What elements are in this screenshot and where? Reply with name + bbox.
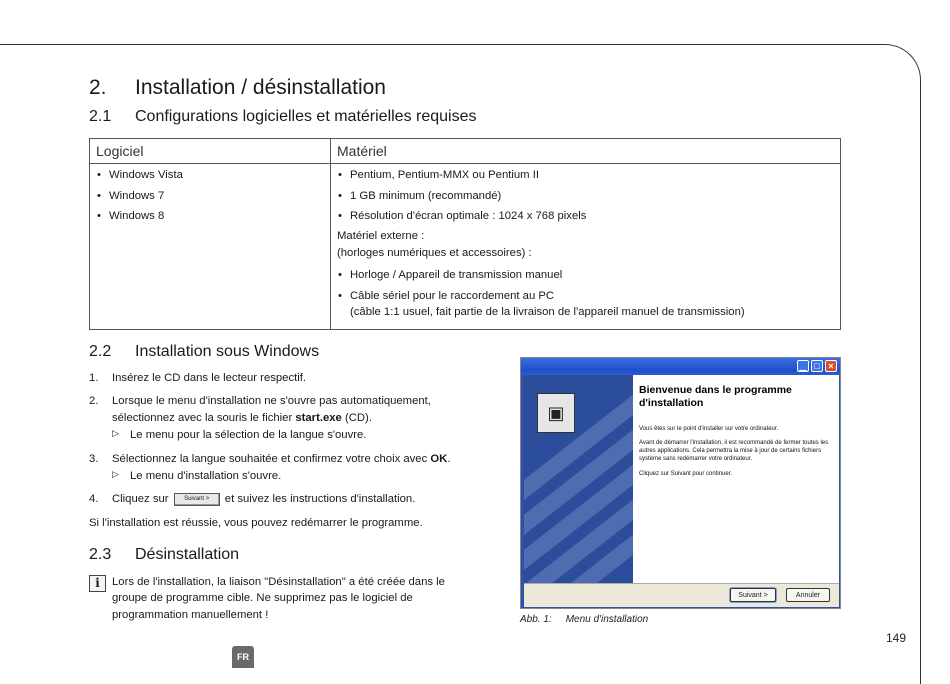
wizard-content: [633, 375, 839, 583]
uninstall-info: [89, 574, 479, 623]
list-item: • Windows 7: [96, 188, 324, 204]
step-number: 2.: [89, 395, 99, 408]
result-arrow-icon: ▷: [112, 428, 119, 439]
list-item: • Windows Vista: [96, 167, 324, 183]
section-2-heading: [89, 76, 386, 100]
software-cell: [90, 164, 331, 330]
hardware-cell: [331, 164, 841, 330]
software-list: [96, 167, 324, 224]
installation-steps-block: [89, 370, 489, 531]
info-text: Lors de l'installation, la liaison "Désinstallation" a été créée dans le groupe de programme cible. Ne supprimez pas le logiciel de programmation manuellement !: [112, 576, 445, 621]
close-icon: ×: [825, 360, 837, 372]
external-item-line-1: Câble sériel pour le raccordement au PC: [350, 289, 555, 302]
figure-caption-text: Menu d'installation: [565, 614, 649, 625]
requirements-table: [89, 138, 841, 330]
section-number: 2.3: [89, 546, 112, 563]
installer-screenshot: [520, 357, 841, 609]
table-header-row: [90, 139, 841, 164]
file-name: start.exe: [295, 411, 342, 424]
minimize-icon: ▁: [797, 360, 809, 372]
result-text: Le menu pour la sélection de la langue s'ouvre.: [130, 429, 367, 442]
language-tab: FR: [232, 646, 254, 668]
table-row: [90, 164, 841, 330]
list-item: • 1 GB minimum (recommandé): [337, 188, 834, 204]
section-2-1-heading: [89, 108, 477, 126]
cancel-button: Annuler: [786, 588, 830, 602]
list-item: • Résolution d'écran optimale : 1024 x 768 pixels: [337, 208, 834, 224]
external-item-line-2: (câble 1:1 usuel, fait partie de la livraison de l'appareil manuel de transmission): [350, 305, 745, 318]
ok-key: OK: [430, 452, 448, 465]
list-item: • Pentium, Pentium-MMX ou Pentium II: [337, 167, 834, 183]
step-text-pre: Cliquez sur: [112, 493, 172, 506]
step-text-pre: Sélectionnez la langue souhaitée et confirmez votre choix avec: [112, 452, 431, 465]
step-text-line-1: Lorsque le menu d'installation ne s'ouvre pas automatiquement,: [112, 395, 431, 408]
section-number: 2.1: [89, 108, 112, 125]
step-number: 3.: [89, 452, 99, 465]
software-column-header: Logiciel: [90, 139, 331, 164]
step-result: [112, 468, 489, 484]
hardware-column-header: Matériel: [331, 139, 841, 164]
wizard-paragraph: Vous êtes sur le point d'installer sur votre ordinateur.: [639, 426, 779, 433]
figure-label: Abb. 1:: [520, 614, 552, 625]
wizard-title: Bienvenue dans le programme d'installation: [639, 384, 792, 409]
wizard-paragraph: Avant de démarrer l'installation, il est recommandé de fermer toutes les autres applications. Cela permettra la mise à jour de certains fichiers système sans redémarrer votre ordinateur.: [639, 440, 829, 463]
section-number: 2.2: [89, 343, 112, 360]
setup-computer-icon: ▣: [537, 393, 575, 433]
section-title: Configurations logicielles et matérielles requises: [135, 108, 477, 125]
step-4: [89, 491, 489, 507]
next-button-illustration: Suivant >: [174, 493, 220, 506]
info-icon: i: [89, 575, 106, 592]
step-2: [89, 393, 489, 443]
section-2-3-heading: [89, 546, 239, 564]
step-3: [89, 451, 489, 485]
section-2-2-heading: [89, 343, 319, 361]
step-result: [112, 427, 489, 443]
step-text: Insérez le CD dans le lecteur respectif.: [112, 372, 307, 384]
step-number: 4.: [89, 493, 99, 506]
step-number: 1.: [89, 372, 99, 384]
wizard-sidebar: [524, 375, 633, 607]
section-title: Désinstallation: [135, 546, 240, 563]
installation-steps: [89, 370, 489, 508]
wizard-paragraph: Cliquez sur Suivant pour continuer.: [639, 470, 733, 477]
list-item: • Horloge / Appareil de transmission manuel: [337, 267, 834, 283]
external-hardware-intro: [337, 228, 834, 261]
step-1: [89, 370, 489, 386]
external-line-2: (horloges numériques et accessoires) :: [337, 246, 532, 259]
step-text-line-2-post: (CD).: [341, 411, 372, 424]
external-line-1: Matériel externe :: [337, 230, 425, 243]
section-number: 2.: [89, 76, 107, 99]
window-titlebar: [521, 358, 840, 375]
next-button: Suivant >: [730, 588, 776, 602]
maximize-icon: □: [811, 360, 823, 372]
result-arrow-icon: ▷: [112, 468, 119, 479]
hardware-list: [337, 167, 834, 224]
section-title: Installation sous Windows: [135, 343, 320, 360]
list-item: • Windows 8: [96, 208, 324, 224]
step-text-post: .: [447, 452, 451, 465]
step-text-post: et suivez les instructions d'installation.: [221, 493, 416, 506]
list-item: [337, 288, 834, 321]
result-text: Le menu d'installation s'ouvre.: [130, 469, 282, 482]
page-number: 149: [886, 631, 907, 645]
section-title: Installation / désinstallation: [135, 76, 386, 99]
figure-caption: [520, 614, 648, 625]
step-text-line-2-pre: sélectionnez avec la souris le fichier: [112, 411, 296, 424]
external-hardware-list: [337, 267, 834, 320]
success-note: Si l'installation est réussie, vous pouvez redémarrer le programme.: [89, 516, 423, 529]
wizard-button-bar: [524, 583, 839, 607]
